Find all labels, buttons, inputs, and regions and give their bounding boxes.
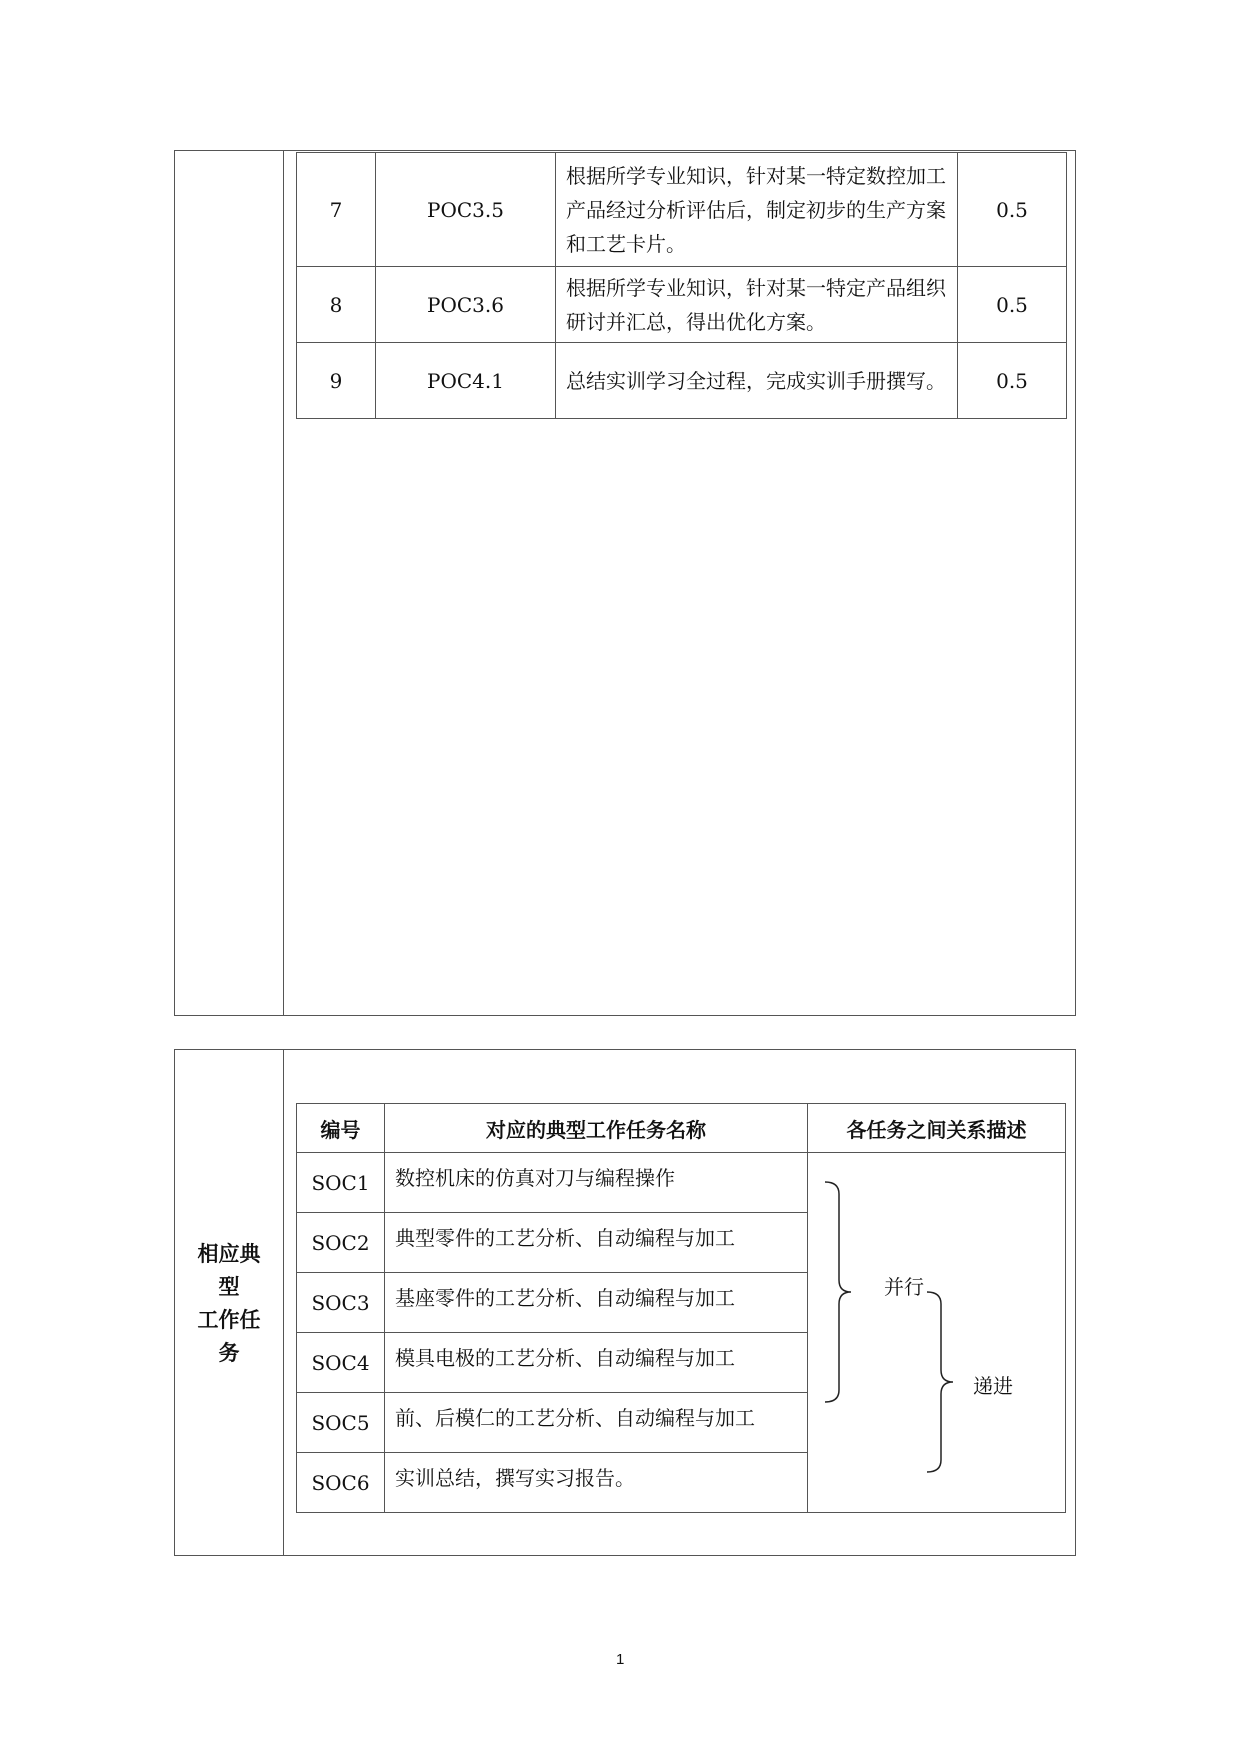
row-code: POC3.6 — [376, 267, 556, 343]
task-code: SOC2 — [297, 1213, 385, 1273]
row-description: 根据所学专业知识，针对某一特定产品组织研讨并汇总，得出优化方案。 — [556, 267, 958, 343]
task-name: 基座零件的工艺分析、自动编程与加工 — [385, 1273, 808, 1333]
table-row — [297, 267, 1067, 343]
row-value: 0.5 — [958, 267, 1067, 343]
row-code: POC3.5 — [376, 153, 556, 267]
section-label-line: 型 — [218, 1275, 240, 1299]
row-number: 8 — [297, 267, 376, 343]
task-code: SOC6 — [297, 1453, 385, 1513]
section-label-line: 相应典 — [197, 1242, 261, 1266]
section-label — [176, 1238, 282, 1370]
header-relation: 各任务之间关系描述 — [808, 1104, 1066, 1153]
progressive-brace — [927, 1292, 953, 1472]
relation-progressive-label: 递进 — [973, 1374, 1013, 1398]
section-label-line: 工作任 — [197, 1308, 261, 1332]
row-description: 总结实训学习全过程，完成实训手册撰写。 — [556, 343, 958, 419]
task-name: 典型零件的工艺分析、自动编程与加工 — [385, 1213, 808, 1273]
task-code: SOC3 — [297, 1273, 385, 1333]
outcome-table — [296, 152, 1067, 419]
row-code: POC4.1 — [376, 343, 556, 419]
row-value: 0.5 — [958, 343, 1067, 419]
parallel-brace — [825, 1182, 851, 1402]
section-label-line: 务 — [218, 1341, 240, 1365]
row-value: 0.5 — [958, 153, 1067, 267]
bottom-section-divider — [283, 1049, 284, 1556]
task-code: SOC1 — [297, 1153, 385, 1213]
header-code: 编号 — [297, 1104, 385, 1153]
relation-parallel-label: 并行 — [884, 1275, 924, 1299]
task-code: SOC5 — [297, 1393, 385, 1453]
task-name: 前、后模仁的工艺分析、自动编程与加工 — [385, 1393, 808, 1453]
relation-braces — [815, 1170, 975, 1480]
header-task-name: 对应的典型工作任务名称 — [385, 1104, 808, 1153]
task-name: 数控机床的仿真对刀与编程操作 — [385, 1153, 808, 1213]
table-row — [297, 153, 1067, 267]
top-section-divider — [283, 150, 284, 1016]
table-row — [297, 343, 1067, 419]
page-number: 1 — [616, 1651, 625, 1668]
row-number: 7 — [297, 153, 376, 267]
row-description: 根据所学专业知识，针对某一特定数控加工产品经过分析评估后，制定初步的生产方案和工艺卡片。 — [556, 153, 958, 267]
task-code: SOC4 — [297, 1333, 385, 1393]
task-name: 实训总结，撰写实习报告。 — [385, 1453, 808, 1513]
task-name: 模具电极的工艺分析、自动编程与加工 — [385, 1333, 808, 1393]
row-number: 9 — [297, 343, 376, 419]
table-header-row — [297, 1104, 1066, 1153]
